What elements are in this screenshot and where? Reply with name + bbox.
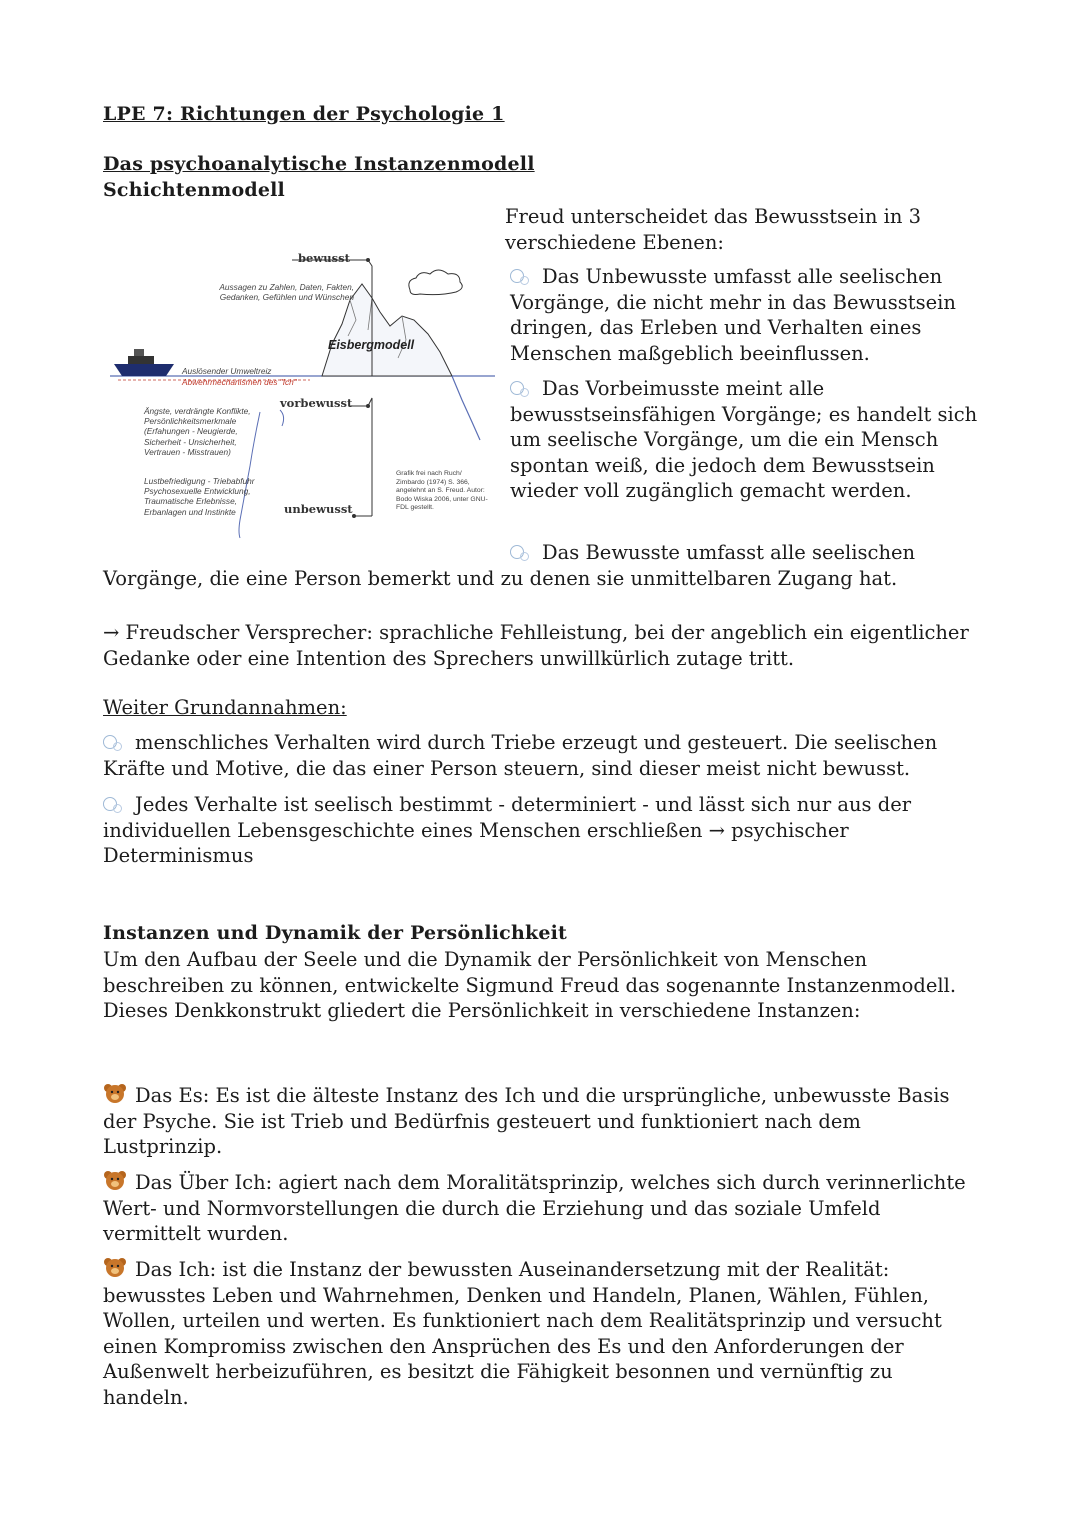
assumption-item: menschliches Verhalten wird durch Triebe erzeugt und gesteuert. Die seelischen Kräfte und Motive, die das einer Person steuern, sind dieser meist nicht bewusst. — [103, 731, 938, 780]
instance-item-ich: Das Ich: ist die Instanz der bewussten Auseinandersetzung mit der Realität: bewusstes Leben und Wahrnehmen, Denken und Handeln, Planen, Wählen, Fühlen, Wollen, urteilen und werten. Es funktioniert nach dem Realitätsprinzip und versucht einen Kompromiss zwischen den Ansprüchen des Es und den Anforderungen der Außenwelt herbeizuführen, es besitzt die Fähigkeit besonnen und vernünftig zu handeln. — [103, 1258, 942, 1409]
note-vorbewusst: Ängste, verdrängte Konflikte, Persönlichkeitsmerkmale (Erfahungen - Neugierde, Sicherheit - Unsicherheit, Vertrauen - Misstrauen) — [144, 406, 251, 457]
teddy-bear-icon — [103, 1257, 127, 1279]
bubbles-icon — [510, 543, 534, 561]
diagram-credit: Grafik frei nach Ruch/ Zimbardo (1974) S. 366, angelehnt an S. Freud. Autor: Bodo Wiska 2006, unter GNU-FDL gestellt. — [396, 470, 488, 512]
defense-label: Abwehrmechanismen des "Ich" — [182, 377, 297, 387]
teddy-bear-icon — [103, 1083, 127, 1105]
note-bewusst: Aussagen zu Zahlen, Daten, Fakten, Gedanken, Gefühlen und Wünschen — [219, 282, 354, 302]
bubbles-icon — [510, 267, 534, 285]
level-item-bewusst: Das Bewusste umfasst alle seelischen Vorgänge, die eine Person bemerkt und zu denen sie unmittelbaren Zugang hat. — [103, 541, 916, 590]
iceberg-diagram — [110, 240, 495, 540]
section-subheading-schichtenmodell: Schichtenmodell — [103, 179, 285, 201]
teddy-bear-icon — [103, 1170, 127, 1192]
iceberg-model-title: Eisbergmodell — [328, 338, 415, 352]
freudian-slip-note: → Freudscher Versprecher: sprachliche Fehlleistung, bei der angeblich ein eigentlicher Gedanke oder eine Intention des Sprechers unwillkürlich zutage tritt. — [103, 621, 969, 670]
level-label-vorbewusst: vorbewusst — [280, 396, 353, 410]
section-heading-instanzenmodell: Das psychoanalytische Instanzenmodell — [103, 153, 535, 175]
instance-item-es: Das Es: Es ist die älteste Instanz des Ich und die ursprüngliche, unbewusste Basis der Psyche. Sie ist Trieb und Bedürfnis gesteuert und funktioniert nach dem Lustprinzip. — [103, 1084, 950, 1159]
section-heading-instanzen: Instanzen und Dynamik der Persönlichkeit — [103, 922, 567, 944]
bubbles-icon — [103, 733, 127, 751]
instances-intro: Um den Aufbau der Seele und die Dynamik der Persönlichkeit von Menschen beschreiben zu können, entwickelte Sigmund Freud das sogenannte Instanzenmodell. Dieses Denkkonstrukt gliedert die Persönlichkeit in verschiedene Instanzen: — [103, 948, 957, 1023]
assumption-item: Jedes Verhalte ist seelisch bestimmt - determiniert - und lässt sich nur aus der individuellen Lebensgeschichte eines Menschen erschließen → psychischer Determinismus — [103, 793, 912, 868]
levels-intro: Freud unterscheidet das Bewusstsein in 3 verschiedene Ebenen: — [505, 205, 921, 254]
level-label-unbewusst: unbewusst — [284, 502, 353, 516]
page-title: LPE 7: Richtungen der Psychologie 1 — [103, 103, 505, 125]
assumptions-heading: Weiter Grundannahmen: — [103, 696, 347, 719]
note-unbewusst: Lustbefriedigung - Triebabfuhr Psychosexuelle Entwicklung, Traumatische Erlebnisse, Erbanlagen und Instinkte — [144, 476, 255, 517]
level-item-vorbewusst: Das Vorbeimusste meint alle bewusstseinsfähigen Vorgänge; es handelt sich um seelische Vorgänge, um die ein Mensch spontan weiß, die jedoch dem Bewusstsein wieder voll zugänglich gemacht werden. — [510, 377, 978, 503]
bubbles-icon — [103, 795, 127, 813]
level-label-bewusst: bewusst — [298, 251, 350, 265]
instance-item-ueber-ich: Das Über Ich: agiert nach dem Moralitätsprinzip, welches sich durch verinnerlichte Wert- und Normvorstellungen die durch die Erziehung und das soziale Umfeld vermittelt wurden. — [103, 1171, 966, 1246]
trigger-label: Auslösender Umweltreiz — [182, 366, 272, 376]
level-item-unbewusst: Das Unbewusste umfasst alle seelischen Vorgänge, die nicht mehr in das Bewusstsein dringen, das Erleben und Verhalten eines Menschen maßgeblich beeinflussen. — [510, 265, 956, 365]
bubbles-icon — [510, 379, 534, 397]
